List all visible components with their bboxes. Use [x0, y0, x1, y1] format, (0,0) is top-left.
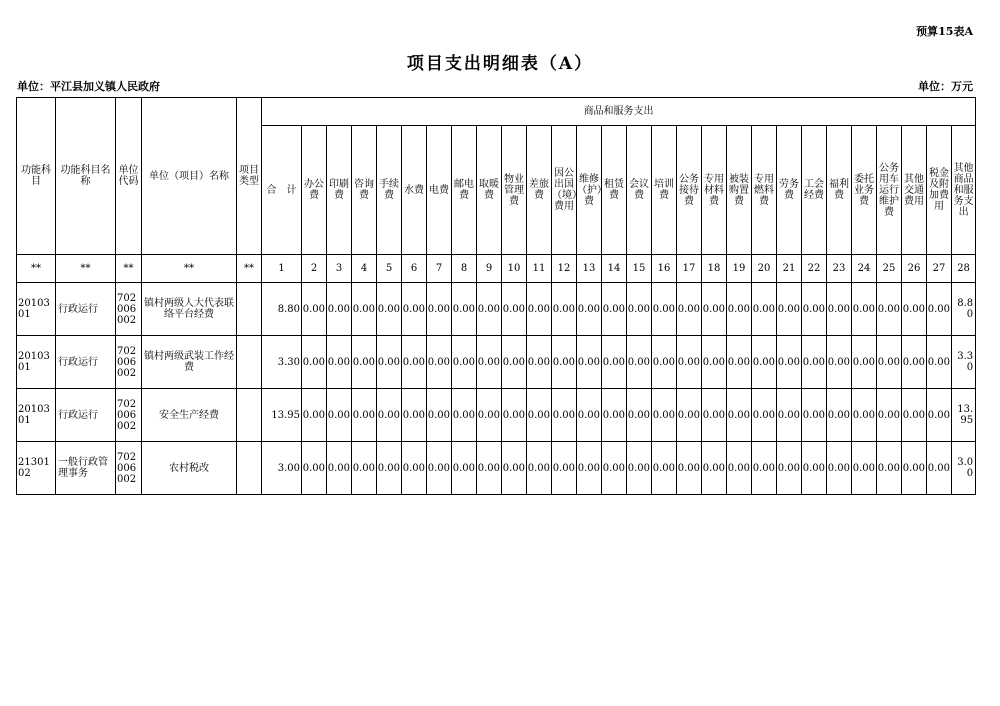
value-cell: 0.00 — [652, 389, 677, 442]
value-cell: 0.00 — [302, 389, 327, 442]
value-cell: 0.00 — [577, 336, 602, 389]
value-cell: 0.00 — [702, 336, 727, 389]
column-header-3: 印刷费 — [327, 126, 352, 255]
value-cell: 8.80 — [262, 283, 302, 336]
value-cell: 0.00 — [527, 389, 552, 442]
value-cell: 0.00 — [527, 336, 552, 389]
value-cell: 0.00 — [652, 336, 677, 389]
function-name: 行政运行 — [56, 389, 116, 442]
column-header-14: 租赁费 — [602, 126, 627, 255]
column-header-6: 水费 — [402, 126, 427, 255]
index-cell-19: 15 — [627, 255, 652, 283]
value-cell: 0.00 — [777, 389, 802, 442]
index-cell-5: 1 — [262, 255, 302, 283]
table-row — [17, 283, 976, 336]
value-cell: 0.00 — [452, 389, 477, 442]
value-cell: 0.00 — [877, 283, 902, 336]
index-cell-4: ** — [237, 255, 262, 283]
value-cell: 0.00 — [802, 336, 827, 389]
value-cell: 0.00 — [302, 283, 327, 336]
value-cell: 0.00 — [402, 442, 427, 495]
value-cell: 0.00 — [427, 336, 452, 389]
value-cell: 0.00 — [677, 389, 702, 442]
table-row — [17, 389, 976, 442]
value-cell: 0.00 — [327, 389, 352, 442]
column-header-10: 物业管理费 — [502, 126, 527, 255]
value-cell: 0.00 — [827, 442, 852, 495]
value-cell: 0.00 — [927, 336, 952, 389]
project-name: 安全生产经费 — [142, 389, 237, 442]
index-cell-3: ** — [142, 255, 237, 283]
value-cell: 0.00 — [327, 336, 352, 389]
column-header-28: 其他商品和服务支出 — [952, 126, 976, 255]
value-cell: 0.00 — [602, 442, 627, 495]
header-fixed-3: 单位（项目）名称 — [142, 98, 237, 255]
column-header-15: 会议费 — [627, 126, 652, 255]
value-cell: 0.00 — [527, 442, 552, 495]
column-header-9: 取暖费 — [477, 126, 502, 255]
value-cell: 0.00 — [752, 283, 777, 336]
column-header-24: 委托业务费 — [852, 126, 877, 255]
index-cell-0: ** — [17, 255, 56, 283]
column-header-22: 工会经费 — [802, 126, 827, 255]
index-cell-2: ** — [116, 255, 142, 283]
column-header-4: 咨询费 — [352, 126, 377, 255]
value-cell: 0.00 — [877, 389, 902, 442]
value-cell: 0.00 — [527, 283, 552, 336]
index-cell-29: 25 — [877, 255, 902, 283]
value-cell: 0.00 — [852, 336, 877, 389]
value-cell: 0.00 — [302, 336, 327, 389]
index-cell-32: 28 — [952, 255, 976, 283]
group-header-goods-services: 商品和服务支出 — [262, 98, 976, 126]
index-cell-17: 13 — [577, 255, 602, 283]
value-cell: 0.00 — [627, 283, 652, 336]
value-cell: 0.00 — [427, 442, 452, 495]
value-cell: 0.00 — [927, 442, 952, 495]
value-cell: 0.00 — [702, 442, 727, 495]
value-cell: 0.00 — [777, 283, 802, 336]
value-cell: 0.00 — [752, 389, 777, 442]
value-cell: 0.00 — [427, 389, 452, 442]
column-header-20: 专用燃料费 — [752, 126, 777, 255]
index-cell-31: 27 — [927, 255, 952, 283]
function-name: 行政运行 — [56, 336, 116, 389]
value-cell: 0.00 — [502, 389, 527, 442]
value-cell: 0.00 — [777, 336, 802, 389]
project-type — [237, 283, 262, 336]
header-fixed-4: 项目类型 — [237, 98, 262, 255]
value-cell: 0.00 — [502, 336, 527, 389]
value-cell: 0.00 — [577, 389, 602, 442]
function-name: 行政运行 — [56, 283, 116, 336]
currency-unit: 单位：万元 — [918, 80, 973, 93]
value-cell: 0.00 — [577, 442, 602, 495]
value-cell: 0.00 — [652, 283, 677, 336]
value-cell: 0.00 — [902, 336, 927, 389]
header-fixed-2: 单位代码 — [116, 98, 142, 255]
index-cell-9: 5 — [377, 255, 402, 283]
value-cell: 0.00 — [727, 442, 752, 495]
header-fixed-0: 功能科目 — [17, 98, 56, 255]
index-cell-26: 22 — [802, 255, 827, 283]
value-cell: 0.00 — [627, 442, 652, 495]
value-cell: 0.00 — [852, 283, 877, 336]
value-cell: 0.00 — [802, 442, 827, 495]
index-cell-10: 6 — [402, 255, 427, 283]
value-cell: 0.00 — [727, 389, 752, 442]
index-cell-21: 17 — [677, 255, 702, 283]
index-cell-24: 20 — [752, 255, 777, 283]
column-header-12: 因公出国（境）费用 — [552, 126, 577, 255]
value-cell: 3.00 — [262, 442, 302, 495]
value-cell: 0.00 — [777, 442, 802, 495]
value-cell: 0.00 — [927, 389, 952, 442]
value-cell: 0.00 — [702, 283, 727, 336]
column-header-5: 手续费 — [377, 126, 402, 255]
value-cell: 0.00 — [602, 389, 627, 442]
unit-code: 702006002 — [116, 442, 142, 495]
index-cell-8: 4 — [352, 255, 377, 283]
value-cell: 0.00 — [927, 283, 952, 336]
value-cell: 0.00 — [402, 389, 427, 442]
value-cell: 0.00 — [427, 283, 452, 336]
project-type — [237, 336, 262, 389]
value-cell: 8.80 — [952, 283, 976, 336]
column-header-13: 维修（护）费 — [577, 126, 602, 255]
value-cell: 0.00 — [452, 283, 477, 336]
index-cell-23: 19 — [727, 255, 752, 283]
column-header-18: 专用材料费 — [702, 126, 727, 255]
value-cell: 0.00 — [902, 442, 927, 495]
project-name: 镇村两级武装工作经费 — [142, 336, 237, 389]
index-cell-1: ** — [56, 255, 116, 283]
unit-code: 702006002 — [116, 336, 142, 389]
index-cell-16: 12 — [552, 255, 577, 283]
function-code: 2130102 — [17, 442, 56, 495]
value-cell: 0.00 — [352, 389, 377, 442]
index-cell-6: 2 — [302, 255, 327, 283]
column-header-23: 福利费 — [827, 126, 852, 255]
value-cell: 0.00 — [352, 283, 377, 336]
value-cell: 0.00 — [877, 442, 902, 495]
value-cell: 0.00 — [802, 283, 827, 336]
value-cell: 0.00 — [577, 283, 602, 336]
value-cell: 0.00 — [702, 389, 727, 442]
value-cell: 0.00 — [677, 283, 702, 336]
value-cell: 0.00 — [552, 442, 577, 495]
value-cell: 0.00 — [827, 336, 852, 389]
index-cell-22: 18 — [702, 255, 727, 283]
value-cell: 0.00 — [452, 442, 477, 495]
value-cell: 0.00 — [352, 336, 377, 389]
value-cell: 0.00 — [827, 389, 852, 442]
form-number: 预算15表A — [916, 25, 973, 38]
value-cell: 0.00 — [402, 336, 427, 389]
index-cell-28: 24 — [852, 255, 877, 283]
index-cell-18: 14 — [602, 255, 627, 283]
value-cell: 0.00 — [477, 283, 502, 336]
column-header-8: 邮电费 — [452, 126, 477, 255]
value-cell: 0.00 — [477, 336, 502, 389]
column-header-19: 被装购置费 — [727, 126, 752, 255]
column-header-11: 差旅费 — [527, 126, 552, 255]
index-cell-30: 26 — [902, 255, 927, 283]
value-cell: 0.00 — [502, 442, 527, 495]
function-name: 一般行政管理事务 — [56, 442, 116, 495]
unit-code: 702006002 — [116, 283, 142, 336]
function-code: 2010301 — [17, 283, 56, 336]
column-header-25: 公务用车运行维护费 — [877, 126, 902, 255]
index-cell-15: 11 — [527, 255, 552, 283]
value-cell: 0.00 — [852, 389, 877, 442]
project-name: 镇村两级人大代表联络平台经费 — [142, 283, 237, 336]
column-header-21: 劳务费 — [777, 126, 802, 255]
value-cell: 0.00 — [877, 336, 902, 389]
header-fixed-1: 功能科目名称 — [56, 98, 116, 255]
page-title: 项目支出明细表（A） — [406, 54, 594, 74]
value-cell: 0.00 — [852, 442, 877, 495]
function-code: 2010301 — [17, 336, 56, 389]
value-cell: 0.00 — [727, 336, 752, 389]
value-cell: 0.00 — [752, 336, 777, 389]
project-type — [237, 442, 262, 495]
value-cell: 0.00 — [627, 336, 652, 389]
value-cell: 0.00 — [752, 442, 777, 495]
column-header-1: 合 计 — [262, 126, 302, 255]
value-cell: 0.00 — [902, 283, 927, 336]
value-cell: 0.00 — [902, 389, 927, 442]
value-cell: 0.00 — [377, 283, 402, 336]
value-cell: 0.00 — [827, 283, 852, 336]
function-code: 2010301 — [17, 389, 56, 442]
column-header-27: 税金及附加费用 — [927, 126, 952, 255]
value-cell: 0.00 — [552, 283, 577, 336]
column-header-26: 其他交通费用 — [902, 126, 927, 255]
column-header-7: 电费 — [427, 126, 452, 255]
value-cell: 0.00 — [602, 283, 627, 336]
table-row — [17, 442, 976, 495]
value-cell: 3.30 — [952, 336, 976, 389]
column-header-2: 办公费 — [302, 126, 327, 255]
value-cell: 0.00 — [602, 336, 627, 389]
value-cell: 0.00 — [327, 442, 352, 495]
value-cell: 0.00 — [677, 336, 702, 389]
index-cell-25: 21 — [777, 255, 802, 283]
table-row — [17, 336, 976, 389]
index-cell-20: 16 — [652, 255, 677, 283]
index-cell-14: 10 — [502, 255, 527, 283]
project-expenditure-table — [16, 97, 976, 495]
column-header-16: 培训费 — [652, 126, 677, 255]
value-cell: 0.00 — [627, 389, 652, 442]
value-cell: 0.00 — [377, 336, 402, 389]
value-cell: 0.00 — [727, 283, 752, 336]
value-cell: 0.00 — [477, 389, 502, 442]
value-cell: 0.00 — [552, 389, 577, 442]
value-cell: 0.00 — [302, 442, 327, 495]
index-cell-13: 9 — [477, 255, 502, 283]
project-name: 农村税改 — [142, 442, 237, 495]
value-cell: 0.00 — [502, 283, 527, 336]
value-cell: 0.00 — [327, 283, 352, 336]
value-cell: 0.00 — [652, 442, 677, 495]
value-cell: 0.00 — [377, 389, 402, 442]
value-cell: 0.00 — [477, 442, 502, 495]
value-cell: 0.00 — [677, 442, 702, 495]
value-cell: 0.00 — [802, 389, 827, 442]
value-cell: 3.00 — [952, 442, 976, 495]
index-cell-12: 8 — [452, 255, 477, 283]
value-cell: 0.00 — [402, 283, 427, 336]
index-cell-11: 7 — [427, 255, 452, 283]
unit-name: 单位：平江县加义镇人民政府 — [17, 80, 160, 93]
value-cell: 3.30 — [262, 336, 302, 389]
index-cell-7: 3 — [327, 255, 352, 283]
project-type — [237, 389, 262, 442]
index-cell-27: 23 — [827, 255, 852, 283]
value-cell: 13.95 — [262, 389, 302, 442]
value-cell: 0.00 — [452, 336, 477, 389]
value-cell: 13.95 — [952, 389, 976, 442]
value-cell: 0.00 — [352, 442, 377, 495]
unit-code: 702006002 — [116, 389, 142, 442]
value-cell: 0.00 — [377, 442, 402, 495]
value-cell: 0.00 — [552, 336, 577, 389]
column-header-17: 公务接待费 — [677, 126, 702, 255]
